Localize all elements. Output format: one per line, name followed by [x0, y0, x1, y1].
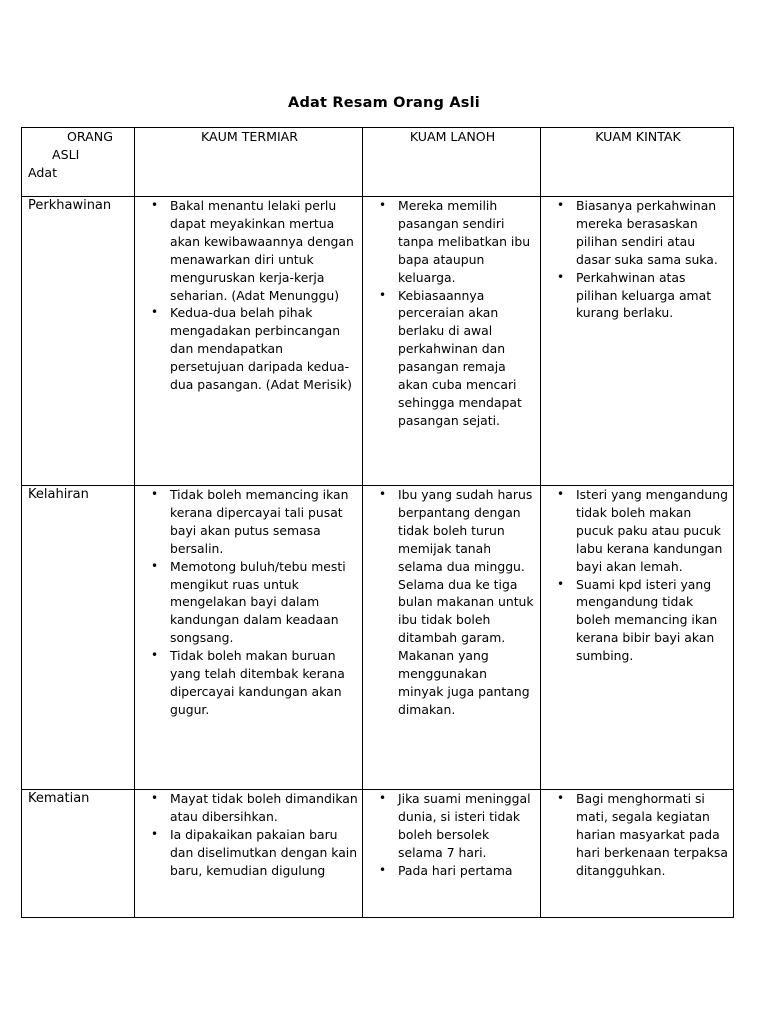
list-item [141, 304, 358, 394]
adat-resam-table [21, 127, 734, 918]
corner-label-orang: ORANG [67, 129, 113, 144]
bullet-icon: • [379, 487, 387, 501]
bullet-icon: • [151, 198, 159, 212]
list-item-text: Pada hari pertama [398, 862, 513, 878]
list-item [141, 647, 358, 719]
cell-kuam-kintak [541, 197, 734, 486]
bullet-list [369, 790, 536, 880]
list-item-text: Jika suami meninggal dunia, si isteri tidak boleh bersolek selama 7 hari. [398, 791, 531, 860]
bullet-list [547, 790, 729, 880]
bullet-icon: • [557, 487, 565, 501]
bullet-icon: • [151, 791, 159, 805]
cell-kuam-kintak [541, 486, 734, 790]
list-item [547, 576, 729, 666]
bullet-icon: • [151, 487, 159, 501]
list-item-text: Kedua-dua belah pihak mengadakan perbincangan dan mendapatkan persetujuan daripada kedua-dua pasangan. (Adat Merisik) [170, 305, 352, 393]
bullet-icon: • [151, 648, 159, 663]
bullet-list [141, 486, 358, 719]
table-row [22, 790, 734, 918]
row-label-kelahiran: Kelahiran [22, 486, 135, 790]
list-item [141, 486, 358, 558]
list-item-text: Isteri yang mengandung tidak boleh makan pucuk paku atau pucuk labu kerana kandungan bayi akan lemah. [576, 487, 728, 574]
list-item-text: Kebiasaannya perceraian akan berlaku di awal perkahwinan dan pasangan remaja akan cuba mencari sehingga mendapat pasangan sejati. [398, 287, 522, 428]
cell-kuam-lanoh [363, 790, 541, 918]
list-item-text: Ia dipakaikan pakaian baru dan diselimutkan dengan kain baru, kemudian digulung [170, 826, 358, 878]
cell-kuam-lanoh [363, 486, 541, 790]
cell-kuam-kintak [541, 790, 734, 918]
list-item [369, 862, 536, 880]
list-item-text: Bagi menghormati si mati, segala kegiatan harian masyarkat pada hari berkenaan terpaksa ditangguhkan. [576, 791, 728, 878]
list-item [547, 790, 729, 880]
document-title: Adat Resam Orang Asli [288, 95, 480, 111]
list-item-text: Tidak boleh memancing ikan kerana dipercayai tali pusat bayi akan putus semasa bersalin. [170, 487, 349, 556]
table-row [22, 197, 734, 486]
bullet-icon: • [557, 269, 565, 284]
cell-kaum-termiar [135, 790, 363, 918]
bullet-icon: • [379, 287, 387, 302]
list-item-text: Biasanya perkahwinan mereka berasaskan pilihan sendiri atau dasar suka sama suka. [576, 198, 718, 267]
list-item-text: Mereka memilih pasangan sendiri tanpa melibatkan ibu bapa ataupun keluarga. [398, 198, 531, 285]
column-header-kaum-termiar: KAUM TERMIAR [135, 128, 363, 197]
list-item [141, 826, 358, 880]
list-item-text: Bakal menantu lelaki perlu dapat meyakinkan mertua akan kewibawaannya dengan menawarkan diri untuk menguruskan kerja-kerja seharian. (Adat Menunggu) [170, 198, 354, 303]
column-header-kuam-lanoh: KUAM LANOH [363, 128, 541, 197]
row-label-kematian: Kematian [22, 790, 135, 918]
cell-kaum-termiar [135, 486, 363, 790]
list-item [369, 486, 536, 719]
corner-label-adat: Adat [28, 164, 58, 180]
bullet-icon: • [557, 198, 565, 212]
bullet-icon: • [151, 558, 159, 573]
list-item [141, 197, 358, 304]
list-item [369, 790, 536, 862]
bullet-icon: • [379, 862, 387, 877]
list-item [547, 197, 729, 269]
bullet-icon: • [379, 791, 387, 805]
bullet-icon: • [557, 791, 565, 805]
bullet-icon: • [151, 305, 159, 320]
corner-label-asli: ASLI [52, 146, 80, 162]
corner-header-cell [22, 128, 135, 197]
list-item-text: Memotong buluh/tebu mesti mengikut ruas untuk mengelakan bayi dalam kandungan dalam keadaan songsang. [170, 558, 346, 646]
list-item [547, 269, 729, 323]
bullet-list [369, 197, 536, 430]
list-item-text: Mayat tidak boleh dimandikan atau dibersihkan. [170, 791, 358, 824]
table-header-row [22, 128, 734, 197]
list-item-text: Tidak boleh makan buruan yang telah ditembak kerana dipercayai kandungan akan gugur. [170, 648, 345, 717]
list-item [547, 486, 729, 576]
bullet-icon: • [379, 198, 387, 212]
bullet-list [547, 197, 729, 322]
list-item-text: Ibu yang sudah harus berpantang dengan tidak boleh turun memijak tanah selama dua minggu. Selama dua ke tiga bulan makanan untuk ibu tidak boleh ditambah garam. Makanan yang menggunakan minyak juga pantang dimakan. [398, 487, 534, 717]
bullet-list [141, 197, 358, 394]
column-header-kuam-kintak: KUAM KINTAK [541, 128, 734, 197]
bullet-icon: • [557, 576, 565, 591]
list-item-text: Suami kpd isteri yang mengandung tidak boleh memancing ikan kerana bibir bayi akan sumbing. [576, 576, 718, 664]
row-label-perkhawinan: Perkhawinan [22, 197, 135, 486]
list-item-text: Perkahwinan atas pilihan keluarga amat kurang berlaku. [576, 269, 712, 321]
list-item [141, 558, 358, 648]
table-row [22, 486, 734, 790]
list-item [369, 197, 536, 287]
bullet-list [547, 486, 729, 665]
bullet-icon: • [151, 826, 159, 841]
cell-kuam-lanoh [363, 197, 541, 486]
bullet-list [369, 486, 536, 719]
bullet-list [141, 790, 358, 880]
list-item [369, 287, 536, 430]
list-item [141, 790, 358, 826]
cell-kaum-termiar [135, 197, 363, 486]
